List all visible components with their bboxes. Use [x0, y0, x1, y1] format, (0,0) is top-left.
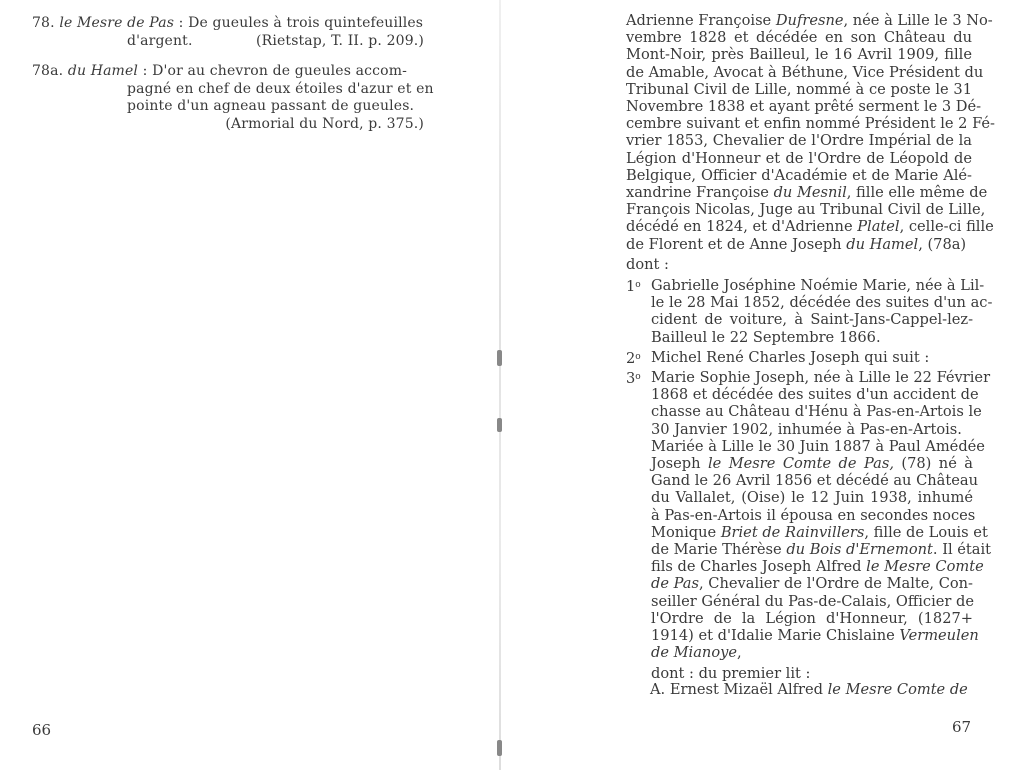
list-item-a-line — [650, 681, 968, 698]
footnote-text: : D'or au chevron de gueules accom- — [138, 63, 408, 79]
list-item-line: du Vallalet, (Oise) le 12 Juin 1938, inhumé — [651, 489, 973, 507]
list-item-line: Monique Briet de Rainvillers, fille de Louis et — [651, 523, 988, 541]
list-item-line: de Mianoye, — [651, 644, 742, 662]
footnote-family-name: du Hamel — [67, 63, 139, 79]
paragraph-line: Adrienne Françoise Dufresne, née à Lille le 3 No- — [626, 12, 993, 29]
list-item-italic: le Mesre Comte de — [827, 681, 968, 698]
footnote-78-line-1 — [32, 15, 424, 33]
list-item-line: cident de voiture, à Saint-Jans-Cappel-lez- — [651, 311, 973, 329]
footnote-text: d'argent. — [127, 32, 193, 49]
list-item-line: Gabrielle Joséphine Noémie Marie, née à Lil- — [651, 277, 985, 294]
paragraph-line: xandrine Françoise du Mesnil, fille elle même de — [626, 184, 988, 202]
paragraph-line: Novembre 1838 et ayant prêté serment le 3 Dé- — [626, 98, 982, 116]
footnote-source: (Armorial du Nord, p. 375.) — [225, 115, 424, 132]
footnote-78a-line-3: pointe d'un agneau passant de gueules. — [127, 98, 415, 114]
paragraph-line: cembre suivant et enfin nommé Président le 2 Fé- — [626, 115, 995, 133]
footnote-text: : De gueules à trois quintefeuilles — [174, 15, 424, 31]
list-item-line: de Marie Thérèse du Bois d'Ernemont. Il était — [651, 541, 992, 559]
list-item-line: chasse au Château d'Hénu à Pas-en-Artois le — [651, 403, 982, 421]
list-item-line: Mariée à Lille le 30 Juin 1887 à Paul Amédée — [651, 437, 985, 455]
list-item-line: Marie Sophie Joseph, née à Lille le 22 Février — [651, 369, 991, 386]
list-item-line: fils de Charles Joseph Alfred le Mesre Comte — [651, 558, 984, 576]
paragraph-line: Mont-Noir, près Bailleul, le 16 Avril 1909, fille — [626, 46, 972, 64]
page-number-left: 66 — [32, 721, 52, 739]
list-item-line: 30 Janvier 1902, inhumée à Pas-en-Artois. — [651, 420, 962, 438]
list-item-line: Joseph le Mesre Comte de Pas, (78) né à — [651, 455, 973, 473]
footnote-number: 78a. — [32, 63, 64, 79]
list-item-text: Ernest Mizaël Alfred — [669, 681, 828, 698]
paragraph-line: Légion d'Honneur et de l'Ordre de Léopold de — [626, 149, 972, 167]
page-number-right: 67 — [952, 718, 972, 736]
footnote-78a-line-1 — [32, 63, 424, 81]
paragraph-line: de Florent et de Anne Joseph du Hamel, (78a) — [626, 235, 967, 253]
left-page — [0, 0, 500, 770]
list-marker: 3$^o$ — [626, 370, 641, 387]
paragraph-line: vembre 1828 et décédée en son Château du — [626, 29, 972, 47]
list-item-line: Gand le 26 Avril 1856 et décédé au Château — [651, 472, 978, 490]
list-item-line: à Pas-en-Artois il épousa en secondes noces — [651, 506, 976, 524]
list-item-a — [650, 681, 968, 698]
paragraph-line: vrier 1853, Chevalier de l'Ordre Impérial de la — [626, 132, 972, 150]
footnote-78a-line-2: pagné en chef de deux étoiles d'azur et en — [127, 80, 434, 97]
main-paragraph — [626, 12, 995, 273]
footnote-78 — [32, 15, 424, 50]
footnote-source: (Rietstap, T. II. p. 209.) — [256, 32, 424, 49]
footnote-78-line-2 — [32, 33, 424, 51]
paragraph-line: décédé en 1824, et d'Adrienne Platel, celle-ci fille — [626, 218, 994, 236]
paragraph-line: de Amable, Avocat à Béthune, Vice Président du — [626, 63, 984, 81]
list-item-line: le le 28 Mai 1852, décédée des suites d'un ac- — [651, 294, 993, 312]
list-item-line: seiller Général du Pas-de-Calais, Officier de — [651, 592, 975, 610]
list-item-line: 1868 et décédée des suites d'un accident de — [651, 386, 979, 404]
list-item-line: de Pas, Chevalier de l'Ordre de Malte, Con- — [651, 575, 973, 593]
footnote-78a — [32, 63, 434, 133]
right-page — [500, 0, 1024, 770]
paragraph-line: dont : — [626, 255, 669, 273]
list-marker: 1$^o$ — [626, 278, 641, 295]
list-item-line: Michel René Charles Joseph qui suit : — [651, 349, 930, 366]
list-item-line: Bailleul le 22 Septembre 1866. — [651, 328, 881, 346]
footnote-number: 78. — [32, 15, 55, 31]
paragraph-line: Tribunal Civil de Lille, nommé à ce poste le 31 — [626, 80, 972, 98]
list-item-line: 1914) et d'Idalie Marie Chislaine Vermeulen — [651, 627, 979, 645]
list-marker: 2$^o$ — [626, 350, 641, 367]
list-item-line: l'Ordre de la Légion d'Honneur, (1827+ — [651, 609, 973, 627]
footnote-family-name: le Mesre de Pas — [59, 15, 175, 31]
paragraph-line: Belgique, Officier d'Académie et de Marie Alé- — [626, 166, 972, 184]
list-marker: A. — [650, 681, 666, 698]
paragraph-line: François Nicolas, Juge au Tribunal Civil de Lille, — [626, 201, 986, 219]
list-item-line: dont : du premier lit : — [651, 665, 811, 683]
